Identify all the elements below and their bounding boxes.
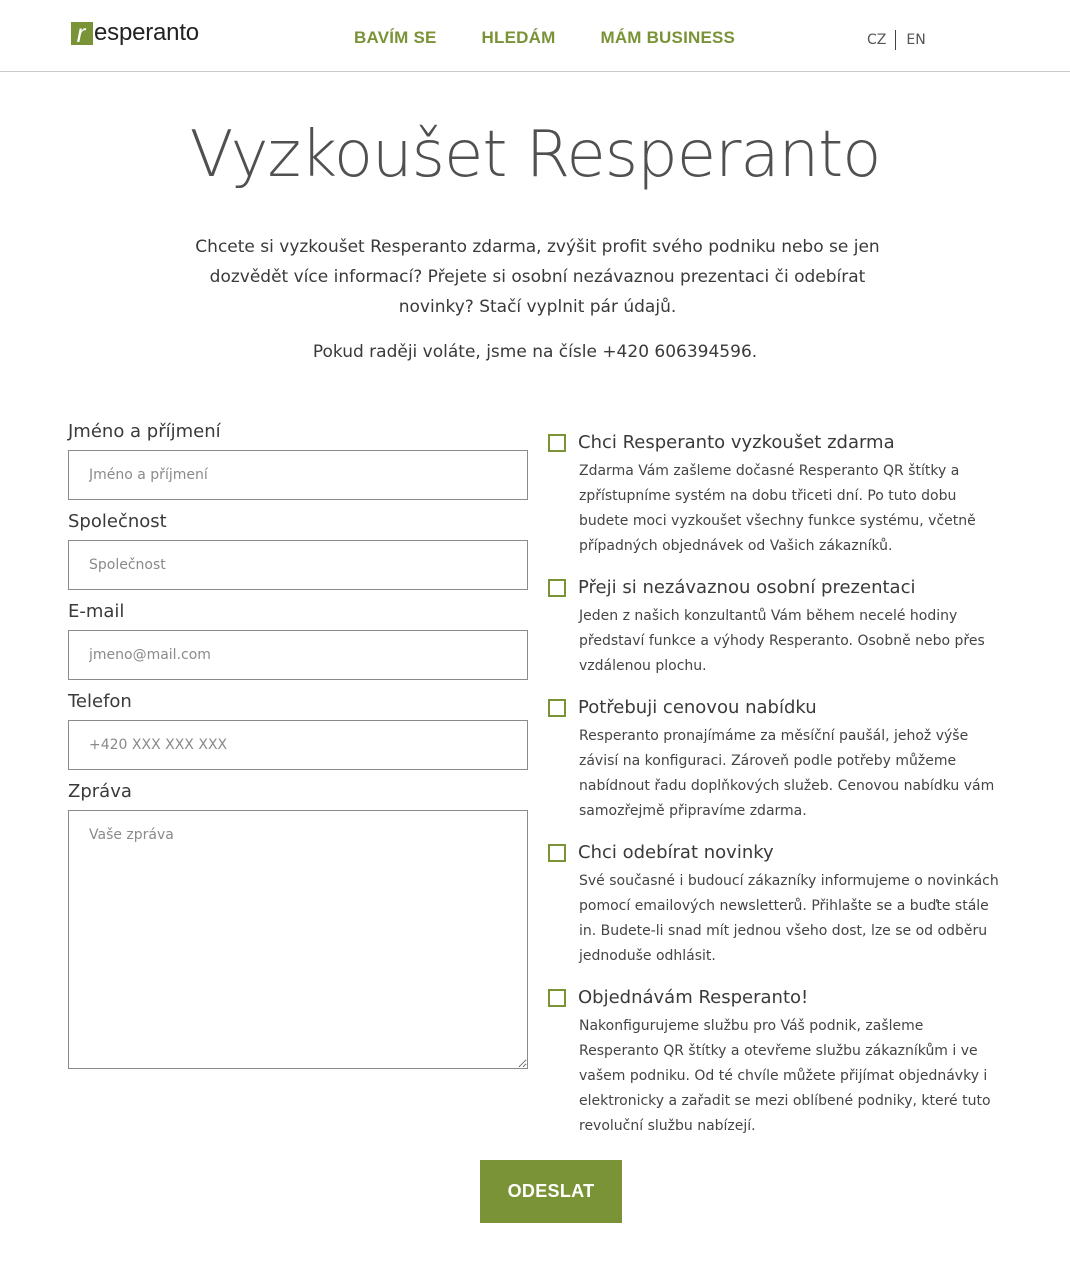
name-input[interactable]: [68, 450, 528, 500]
email-label: E-mail: [68, 601, 125, 622]
option-title[interactable]: Chci odebírat novinky: [578, 842, 774, 863]
telephone-input[interactable]: [68, 720, 528, 770]
submit-button[interactable]: ODESLAT: [480, 1160, 622, 1223]
option-title[interactable]: Potřebuji cenovou nabídku: [578, 697, 817, 718]
logo-mark: r: [71, 22, 93, 45]
option-price-quote: [548, 697, 1008, 824]
lang-cz[interactable]: CZ: [867, 32, 887, 48]
company-label: Společnost: [68, 511, 167, 532]
language-switcher: [867, 30, 926, 50]
page-title: Vyzkoušet Resperanto: [189, 118, 881, 192]
main-nav: [354, 28, 780, 48]
checkbox-order[interactable]: [548, 989, 566, 1007]
name-label: Jméno a příjmení: [68, 421, 221, 442]
logo[interactable]: [71, 17, 199, 48]
option-description: Jeden z našich konzultantů Vám během necelé hodiny představí funkce a výhody Resperanto. Osobně nebo přes vzdálenou plochu.: [579, 608, 985, 674]
option-title[interactable]: Objednávám Resperanto!: [578, 987, 809, 1008]
intro-text: Chcete si vyzkoušet Resperanto zdarma, zvýšit profit svého podniku nebo se jen dozvědět více informací? Přejete si osobní nezávaznou prezentaci či odebírat novinky? Stačí vyplnit pár údajů.: [195, 237, 880, 317]
checkbox-try-free[interactable]: [548, 434, 566, 452]
telephone-label: Telefon: [68, 691, 132, 712]
option-description: Resperanto pronajímáme za měsíční paušál, jehož výše závisí na konfiguraci. Zároveň podle potřeby můžeme nabídnout řadu doplňkových služeb. Cenovou nabídku vám samozřejmě připravíme zdarma.: [579, 728, 995, 819]
logo-text: esperanto: [94, 19, 199, 46]
message-label: Zpráva: [68, 781, 132, 802]
lang-en[interactable]: EN: [906, 32, 926, 48]
option-title[interactable]: Chci Resperanto vyzkoušet zdarma: [578, 432, 895, 453]
option-description: Své současné i budoucí zákazníky informujeme o novinkách pomocí emailových newsletterů. Přihlašte se a buďte stále in. Budete-li snad mít jednou všeho dost, lze se od odběru jednoduše odhlásit.: [579, 873, 999, 964]
site-header: [0, 0, 1070, 72]
lang-divider: [895, 30, 896, 50]
nav-item-mam-business[interactable]: MÁM BUSINESS: [600, 28, 736, 47]
option-presentation: [548, 577, 1008, 679]
option-try-free: [548, 432, 1008, 559]
nav-item-hledam[interactable]: HLEDÁM: [481, 28, 556, 47]
phone-text: Pokud raději voláte, jsme na čísle +420 606394596.: [312, 342, 758, 362]
option-newsletter: [548, 842, 1008, 969]
checkbox-price-quote[interactable]: [548, 699, 566, 717]
option-description: Zdarma Vám zašleme dočasné Resperanto QR štítky a zpřístupníme systém na dobu třiceti dní. Po tuto dobu budete moci vyzkoušet všechny funkce systému, včetně případných objednávek od Vašich zákazníků.: [579, 463, 976, 554]
option-description: Nakonfigurujeme službu pro Váš podnik, zašleme Resperanto QR štítky a otevřeme službu zákazníkům i ve vašem podniku. Od té chvíle můžete přijímat objednávky i elektronicky a zařadit se mezi oblíbené podniky, které tuto revoluční službu nabízejí.: [579, 1018, 991, 1134]
checkbox-newsletter[interactable]: [548, 844, 566, 862]
company-input[interactable]: [68, 540, 528, 590]
checkbox-presentation[interactable]: [548, 579, 566, 597]
option-order: [548, 987, 1008, 1139]
option-title[interactable]: Přeji si nezávaznou osobní prezentaci: [578, 577, 916, 598]
email-input[interactable]: [68, 630, 528, 680]
message-textarea[interactable]: [68, 810, 528, 1069]
nav-item-bavim-se[interactable]: BAVÍM SE: [354, 28, 437, 47]
